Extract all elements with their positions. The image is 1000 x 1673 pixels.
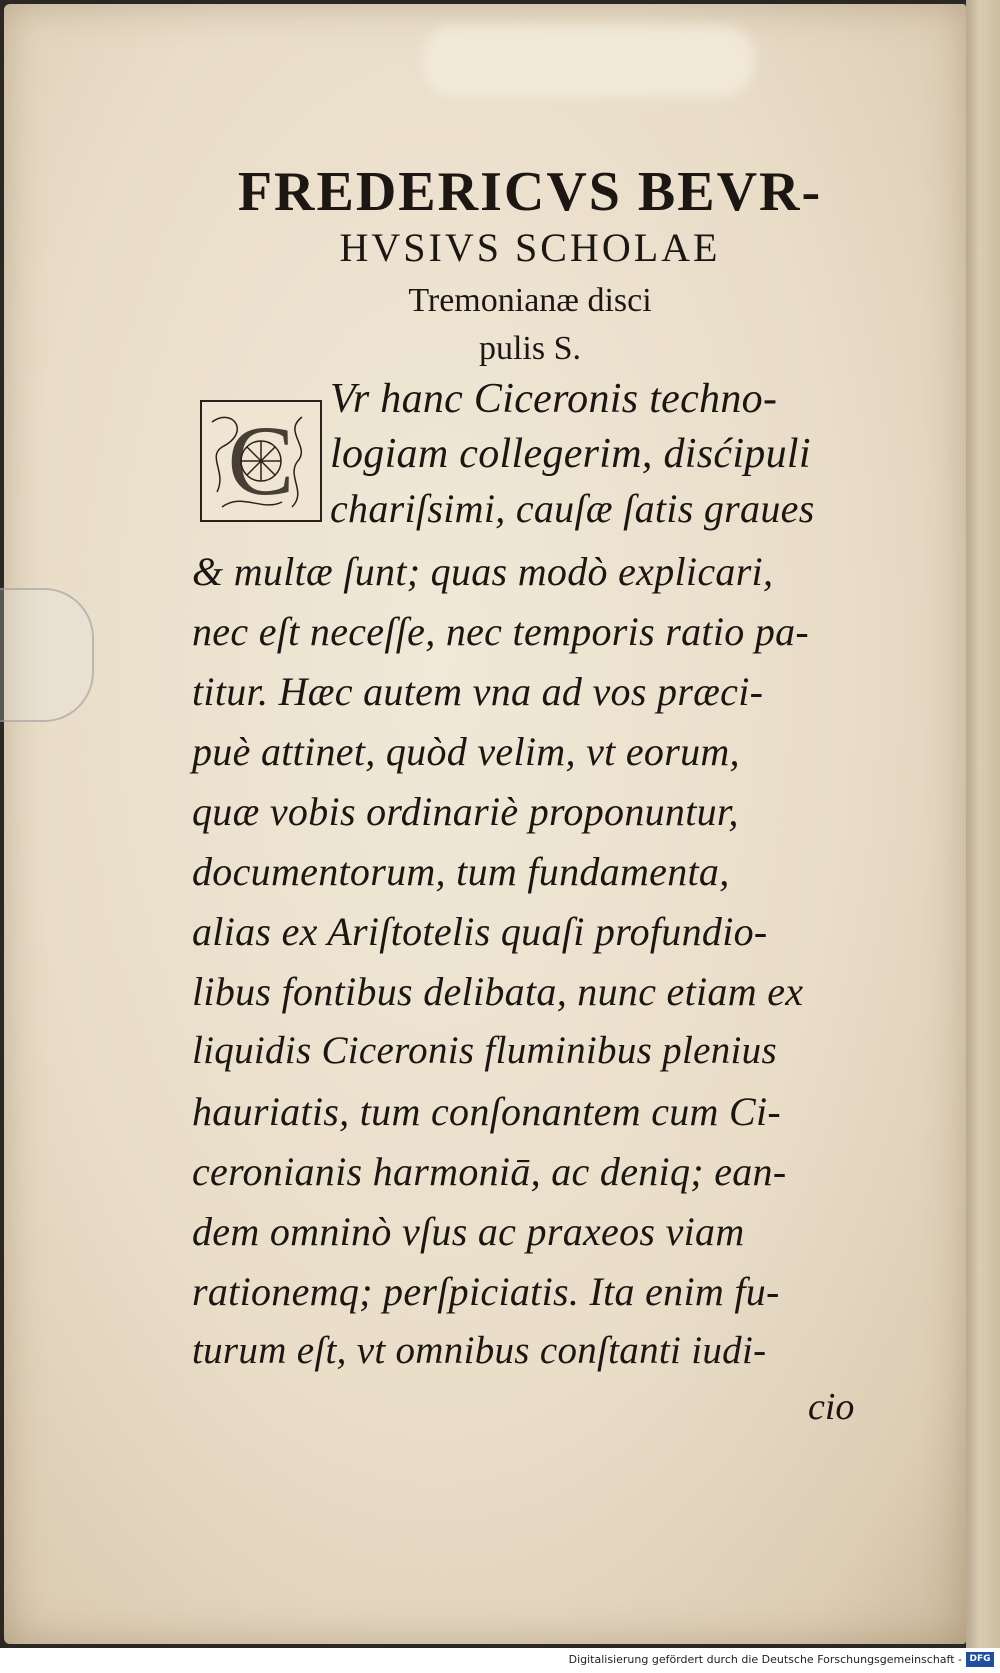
body-line-4: & multæ ſunt; quas modò explicari, <box>192 549 774 594</box>
heading-line-1: FREDERICVS BEVR- <box>237 161 823 223</box>
heading-line-2: HVSIVS SCHOLAE <box>339 225 721 270</box>
body-line-16: rationemq; perſpiciatis. Ita enim fu- <box>192 1269 780 1314</box>
funding-notice: Digitalisierung gefördert durch die Deutsche Forschungsgemeinschaft - <box>568 1653 962 1666</box>
body-line-5: nec eſt neceſſe, nec temporis ratio pa- <box>192 609 810 654</box>
body-line-15: dem omninò vſus ac praxeos viam <box>192 1209 745 1254</box>
body-line-2: logiam collegerim, disćipuli <box>330 431 811 477</box>
body-line-13: hauriatis, tum conſonantem cum Ci- <box>192 1089 782 1134</box>
body-line-1: Vr hanc Ciceronis techno- <box>330 376 778 422</box>
drop-cap-letter: C <box>227 405 295 516</box>
heading-line-3: Tremonianæ disci <box>408 282 652 319</box>
body-line-3: chariſsimi, cauſæ ſatis graues <box>330 486 815 531</box>
catchword: cio <box>808 1386 855 1428</box>
body-line-12: liquidis Ciceronis fluminibus plenius <box>192 1029 777 1072</box>
paper-stain <box>424 26 754 96</box>
body-line-10: alias ex Ariſtotelis quaſi profundio- <box>192 909 768 954</box>
footer-bar <box>0 1648 1000 1673</box>
ornamental-initial <box>200 400 322 522</box>
plastic-clip <box>0 588 94 722</box>
body-line-11: libus fontibus delibata, nunc etiam ex <box>192 969 804 1014</box>
body-line-6: titur. Hæc autem vna ad vos præci- <box>192 669 764 714</box>
ornament-icon <box>202 402 320 520</box>
body-line-14: ceronianis harmoniā, ac deniq; ean- <box>192 1149 787 1194</box>
facing-page-edge <box>966 0 1000 1648</box>
body-line-8: quæ vobis ordinariè proponuntur, <box>192 789 739 834</box>
heading-line-4: pulis S. <box>478 330 582 367</box>
body-line-9: documentorum, tum fundamenta, <box>192 849 730 894</box>
body-line-17: turum eſt, vt omnibus conſtanti iudi- <box>192 1329 767 1372</box>
dfg-logo: DFG <box>966 1652 994 1667</box>
body-line-7: puè attinet, quòd velim, vt eorum, <box>192 729 740 774</box>
